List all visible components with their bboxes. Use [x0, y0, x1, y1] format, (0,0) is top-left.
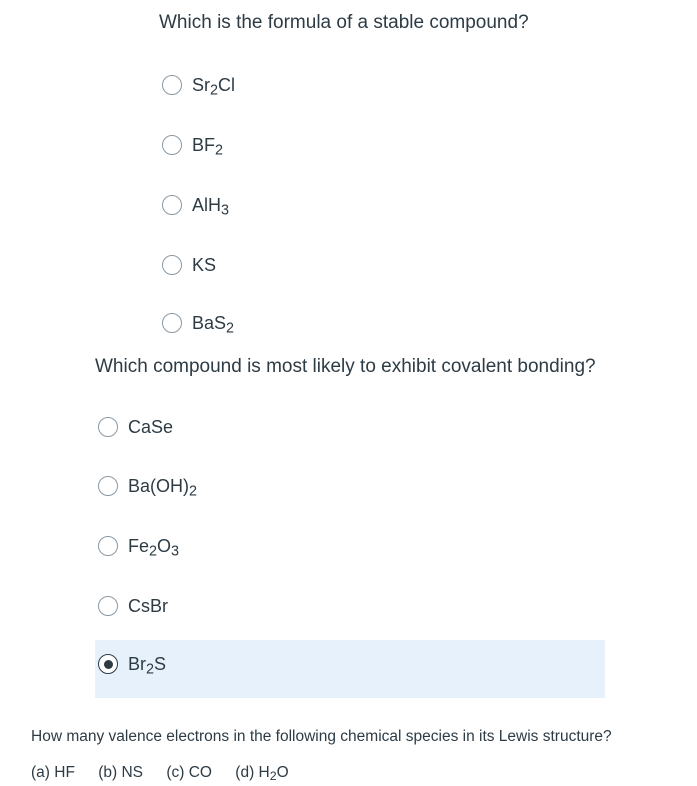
- question-1-title: Which is the formula of a stable compound?: [159, 12, 529, 33]
- option-label: CsBr: [128, 595, 168, 616]
- question-3-title: How many valence electrons in the following chemical species in its Lewis structure?: [31, 728, 612, 745]
- radio-button[interactable]: [162, 75, 182, 95]
- radio-button[interactable]: [162, 255, 182, 275]
- option-label: $Sr_2Cl$: [192, 74, 236, 99]
- question-2-title: Which compound is most likely to exhibit covalent bonding?: [95, 356, 596, 377]
- radio-button-selected[interactable]: [98, 654, 118, 674]
- radio-button[interactable]: [98, 536, 118, 556]
- option-label: $Fe_2O_3$: [128, 535, 180, 560]
- radio-button[interactable]: [98, 476, 118, 496]
- q1-option-alh3[interactable]: [162, 192, 229, 218]
- option-label: BaS$_2$: [192, 312, 235, 337]
- q2-option-br2s[interactable]: [98, 651, 166, 677]
- radio-button[interactable]: [162, 135, 182, 155]
- radio-button[interactable]: [162, 313, 182, 333]
- radio-button[interactable]: [162, 195, 182, 215]
- selected-option-highlight: [95, 640, 605, 698]
- option-label: $BF_2$: [192, 134, 224, 159]
- choice-d: (d) $H_2O$: [235, 764, 289, 784]
- option-label: AlH$_3$: [192, 194, 230, 219]
- option-label: $Ba(OH)_2$: [128, 475, 198, 500]
- q2-option-csbr[interactable]: [98, 593, 168, 619]
- q1-option-sr2cl[interactable]: [162, 72, 235, 98]
- question-3-choices: [31, 764, 289, 782]
- option-label: CaSe: [128, 416, 174, 437]
- q1-option-bf2[interactable]: [162, 132, 223, 158]
- q2-option-case[interactable]: [98, 414, 173, 440]
- q1-option-ks[interactable]: [162, 252, 216, 278]
- q2-option-baoh2[interactable]: [98, 473, 197, 499]
- q2-option-fe2o3[interactable]: [98, 533, 179, 559]
- radio-button[interactable]: [98, 417, 118, 437]
- choice-b: (b) NS: [98, 764, 144, 781]
- choice-a: (a) HF: [31, 764, 75, 781]
- option-label: $Br_2S$: [128, 653, 167, 678]
- q1-option-bas2[interactable]: [162, 310, 234, 336]
- radio-button[interactable]: [98, 596, 118, 616]
- choice-c: (c) CO: [166, 764, 212, 781]
- option-label: KS: [192, 254, 217, 275]
